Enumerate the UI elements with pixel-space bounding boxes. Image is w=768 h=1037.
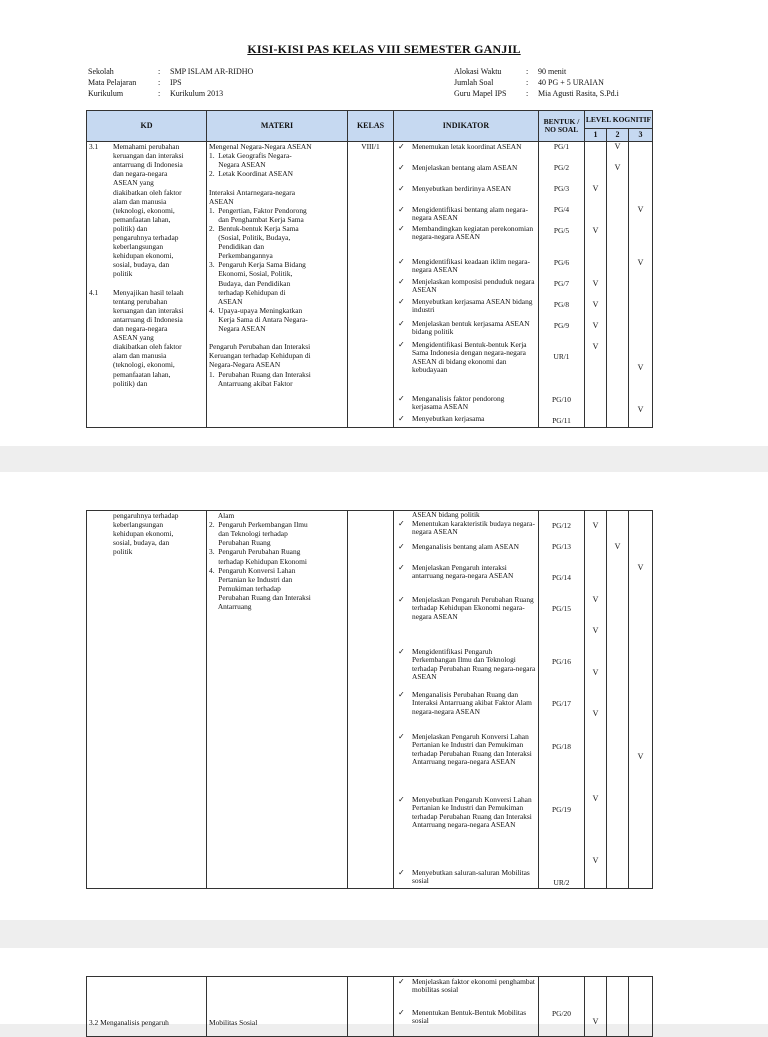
checkmark-icon: ✓	[398, 257, 405, 266]
kd-line: kehidupan ekonomi,	[113, 251, 174, 261]
indikator-text: Menjelaskan Pengaruh interaksi antarruang negara-negara ASEAN	[412, 563, 514, 581]
materi-line: ASEAN	[209, 296, 243, 306]
kd-line: politik) dan	[113, 378, 148, 388]
indikator-text: Menentukan karakteristik budaya negara-negara ASEAN	[412, 519, 535, 537]
indikator-item	[396, 648, 536, 681]
indikator-cell	[394, 977, 539, 1037]
indikator-text: Menganalisis faktor pendorong kerjasama ASEAN	[412, 394, 505, 412]
materi-cell	[207, 977, 348, 1037]
document-page-1	[0, 0, 768, 446]
materi-cell	[207, 142, 348, 428]
header-indikator: INDIKATOR	[394, 111, 539, 142]
kd-line: keruangan dan interaksi	[113, 151, 184, 161]
kd-line: politik	[113, 269, 133, 279]
level-mark: V	[637, 752, 644, 761]
kd-line: sosial, budaya, dan	[113, 538, 170, 548]
indikator-item	[396, 341, 536, 374]
header-level: LEVEL KOGNITIF	[585, 111, 653, 129]
checkmark-icon: ✓	[398, 795, 405, 804]
level-mark: V	[592, 668, 599, 677]
indikator-text: Mengidentifikasi bentang alam negara-negara ASEAN	[412, 205, 528, 223]
indikator-item	[396, 869, 536, 886]
kisi-table-page-2	[86, 510, 653, 889]
kd-line: Menyajikan hasil telaah	[113, 287, 184, 297]
bentuk-soal: PG/12	[552, 521, 571, 530]
kd-line: keberlangsungan	[113, 242, 164, 252]
indikator-item	[396, 206, 536, 223]
level-mark: V	[592, 226, 599, 235]
bentuk-soal: PG/8	[553, 300, 570, 309]
checkmark-icon: ✓	[398, 394, 405, 403]
bentuk-soal: PG/19	[552, 805, 571, 814]
level-mark: V	[637, 205, 644, 214]
level-mark: V	[592, 595, 599, 604]
document-title: KISI-KISI PAS KELAS VIII SEMESTER GANJIL	[247, 42, 521, 56]
level-mark: V	[614, 142, 621, 151]
materi-line: 2. Letak Koordinat ASEAN	[209, 169, 293, 179]
indikator-text: Menjelaskan bentuk kerjasama ASEAN bidang politik	[412, 319, 530, 337]
materi-text: Mobilitas Sosial	[209, 1018, 258, 1027]
indikator-item	[396, 164, 536, 172]
indikator-item	[396, 395, 536, 412]
kd-line: dan negara-negara	[113, 324, 168, 333]
indikator-text: Menyebutkan saluran-saluran Mobilitas sosial	[412, 868, 530, 886]
level-mark: V	[592, 321, 599, 330]
kd-line: kehidupan ekonomi,	[113, 529, 174, 539]
indikator-text: Menyebutkan kerjasama ASEAN bidang industri	[412, 297, 533, 315]
header-level-3: 3	[629, 129, 653, 142]
checkmark-icon: ✓	[398, 690, 405, 699]
meta-row-alokasi: Alokasi Waktu : 90 menit	[454, 67, 567, 76]
level-mark: V	[592, 856, 599, 865]
meta-row-kurikulum: Kurikulum : Kurikulum 2013	[88, 89, 224, 98]
bentuk-soal: PG/4	[553, 205, 570, 214]
materi-line: 1. Letak Geografis Negara-	[209, 151, 292, 161]
checkmark-icon: ✓	[398, 224, 405, 233]
indikator-text: Mengidentifikasi Pengaruh Perkembangan Ilmu dan Teknologi terhadap Perubahan Ruang negara-negara ASEAN	[412, 647, 536, 681]
bentuk-soal: PG/3	[553, 184, 570, 193]
materi-line: Keruangan terhadap Kehidupan di	[209, 351, 311, 361]
indikator-text: Menjelaskan Pengaruh Perubahan Ruang terhadap Kehidupan Ekonomi negara-negara ASEAN	[412, 595, 534, 621]
kd-line: (teknologi, ekonomi,	[113, 205, 175, 215]
checkmark-icon: ✓	[398, 563, 405, 572]
header-kd: KD	[87, 111, 207, 142]
materi-line: 4. Upaya-upaya Meningkatkan	[209, 305, 303, 315]
header-materi: MATERI	[207, 111, 348, 142]
bentuk-soal: PG/11	[552, 416, 571, 425]
indikator-item	[396, 298, 536, 315]
materi-line: 2. Bentuk-bentuk Kerja Sama	[209, 223, 299, 233]
bentuk-soal: PG/5	[553, 226, 570, 235]
indikator-text: Mengidentifikasi keadaan iklim negara-negara ASEAN	[412, 257, 531, 275]
level-3-cell	[629, 511, 653, 889]
checkmark-icon: ✓	[398, 205, 405, 214]
indikator-text: Menyebutkan berdirinya ASEAN	[412, 184, 511, 193]
materi-line: Pendidikan dan	[209, 242, 265, 252]
level-mark: V	[592, 521, 599, 530]
kd-line: pengaruhnya terhadap	[113, 511, 179, 520]
bentuk-soal: PG/18	[552, 742, 571, 751]
level-mark: V	[637, 363, 644, 372]
checkmark-icon: ✓	[398, 319, 405, 328]
indikator-text: ASEAN bidang politik	[412, 511, 480, 519]
materi-line: dan Teknologi terhadap	[209, 529, 288, 539]
indikator-item	[396, 691, 536, 716]
materi-line: Interaksi Antarnegara-negara	[209, 187, 295, 197]
bentuk-soal: UR/1	[553, 352, 570, 361]
materi-line: Antarruang	[209, 602, 252, 611]
materi-line: Pengaruh Perubahan dan Interaksi	[209, 342, 311, 352]
meta-left	[88, 68, 253, 101]
kd-text: 3.2 Menganalisis pengaruh	[89, 1018, 169, 1027]
materi-line: Kerja Sama di Antara Negara-	[209, 314, 308, 324]
header-kelas: KELAS	[348, 111, 394, 142]
materi-line: 1. Pengertian, Faktor Pendorong	[209, 205, 307, 215]
bentuk-soal: PG/13	[552, 542, 571, 551]
kd-cell	[87, 511, 207, 889]
materi-line: Perubahan Ruang	[209, 538, 271, 548]
table-header	[86, 110, 653, 142]
kisi-table-page-1	[86, 141, 653, 428]
kd-line: tentang perubahan	[113, 296, 168, 306]
materi-line: Perkembangannya	[209, 251, 273, 261]
checkmark-icon: ✓	[398, 868, 405, 877]
checkmark-icon: ✓	[398, 977, 405, 986]
checkmark-icon: ✓	[398, 647, 405, 656]
checkmark-icon: ✓	[398, 519, 405, 528]
kd-line: alam dan manusia	[113, 351, 167, 361]
indikator-cell	[394, 142, 539, 428]
level-1-cell	[585, 511, 607, 889]
indikator-text: Membandingkan kegiatan perekonomian negara-negara ASEAN	[412, 224, 534, 242]
indikator-item	[396, 415, 536, 423]
kelas-cell	[348, 511, 394, 889]
indikator-text: Menganalisis bentang alam ASEAN	[412, 542, 519, 551]
kd-line: politik) dan	[113, 223, 148, 233]
bentuk-soal: PG/15	[552, 604, 571, 613]
bentuk-cell	[539, 142, 585, 428]
bentuk-soal: PG/7	[553, 279, 570, 288]
header-bentuk: BENTUK / NO SOAL	[539, 111, 585, 142]
kd-line: keruangan dan interaksi	[113, 305, 184, 315]
kelas-cell	[348, 977, 394, 1037]
materi-line: 4. Pengaruh Konversi Lahan	[209, 565, 296, 575]
header-level-1: 1	[585, 129, 607, 142]
bentuk-soal: PG/2	[553, 163, 570, 172]
kd-line: keberlangsungan	[113, 520, 164, 530]
kd-line: (teknologi, ekonomi,	[113, 360, 175, 370]
indikator-item	[396, 564, 536, 581]
materi-line: Antarruang akibat Faktor	[209, 378, 293, 388]
materi-line: Pertanian ke Industri dan	[209, 574, 293, 584]
indikator-text: Menjelaskan bentang alam ASEAN	[412, 163, 518, 172]
materi-line: Perubahan Ruang dan Interaksi	[209, 592, 311, 602]
level-3-cell	[629, 142, 653, 428]
indikator-item	[396, 185, 536, 193]
indikator-cell	[394, 511, 539, 889]
checkmark-icon: ✓	[398, 414, 405, 423]
document-page-2	[0, 472, 768, 920]
level-mark: V	[614, 163, 621, 172]
kd-line: 4.1	[89, 287, 99, 297]
indikator-text: Menyebutkan Pengaruh Konversi Lahan Pertanian ke Industri dan Pemukiman terhadap Perubahan Ruang dan Interaksi Antarruang negara-negara ASEAN	[412, 795, 532, 829]
meta-row-jumlah: Jumlah Soal : 40 PG + 5 URAIAN	[454, 78, 604, 87]
materi-line: terhadap Kehidupan Ekonomi	[209, 556, 307, 566]
kd-line: antarruang di Indonesia	[113, 160, 183, 170]
indikator-item	[396, 733, 536, 766]
indikator-item	[396, 1009, 536, 1026]
materi-line: Negara ASEAN	[209, 160, 266, 170]
bentuk-soal: PG/6	[553, 258, 570, 267]
indikator-item	[396, 225, 536, 242]
bentuk-soal: PG/9	[553, 321, 570, 330]
level-1-cell	[585, 977, 607, 1037]
checkmark-icon: ✓	[398, 277, 405, 286]
indikator-text: Menjelaskan Pengaruh Konversi Lahan Pertanian ke Industri dan Pemukiman terhadap Perubahan Ruang dan Interaksi Antarruang negara-negara ASEAN	[412, 732, 532, 766]
indikator-item	[396, 543, 536, 551]
level-2-cell	[607, 142, 629, 428]
meta-row-guru: Guru Mapel IPS : Mia Agusti Rasita, S.Pd.i	[454, 89, 619, 98]
kd-line: sosial, budaya, dan	[113, 260, 170, 270]
indikator-item	[396, 520, 536, 537]
materi-cell	[207, 511, 348, 889]
meta-row-sekolah: Sekolah : SMP ISLAM AR-RIDHO	[88, 67, 254, 76]
level-2-cell	[607, 977, 629, 1037]
indikator-text: Menjelaskan komposisi penduduk negara ASEAN	[412, 277, 535, 295]
indikator-item	[396, 278, 536, 295]
bentuk-soal: PG/17	[552, 699, 571, 708]
materi-line: ASEAN	[209, 196, 234, 206]
kd-line: pengaruhnya terhadap	[113, 233, 179, 242]
bentuk-soal: PG/16	[552, 657, 571, 666]
checkmark-icon: ✓	[398, 1008, 405, 1017]
bentuk-cell	[539, 511, 585, 889]
kisi-table-page-3	[86, 976, 653, 1037]
bentuk-cell	[539, 977, 585, 1037]
level-mark: V	[637, 258, 644, 267]
meta-row-mapel: Mata Pelajaran : IPS	[88, 78, 182, 87]
kd-line: politik	[113, 547, 133, 557]
checkmark-icon: ✓	[398, 297, 405, 306]
indikator-text: Mengidentifikasi Bentuk-bentuk Kerja Sama Indonesia dengan negara-negara ASEAN di bidang ekonomi dan kebudayaan	[412, 340, 527, 374]
indikator-item	[396, 143, 536, 151]
kd-line: diakibatkan oleh faktor	[113, 342, 182, 352]
level-mark: V	[637, 405, 644, 414]
level-2-cell	[607, 511, 629, 889]
kd-line: antarruang di Indonesia	[113, 314, 183, 324]
kd-line: alam dan manusia	[113, 196, 167, 206]
materi-line: 3. Pengaruh Perubahan Ruang	[209, 547, 301, 557]
header-level-2: 2	[607, 129, 629, 142]
kd-line: dan negara-negara	[113, 169, 168, 179]
bentuk-soal: PG/14	[552, 573, 571, 582]
checkmark-icon: ✓	[398, 595, 405, 604]
kd-line: ASEAN yang	[113, 333, 154, 343]
indikator-item	[396, 978, 536, 995]
kd-line: pemanfaatan lahan,	[113, 214, 171, 224]
indikator-text: Menjelaskan faktor ekonomi penghambat mobilitas sosial	[412, 977, 535, 995]
level-mark: V	[592, 342, 599, 351]
checkmark-icon: ✓	[398, 163, 405, 172]
checkmark-icon: ✓	[398, 542, 405, 551]
level-mark: V	[614, 542, 621, 551]
indikator-text: Menganalisis Perubahan Ruang dan Interaksi Antarruang akibat Faktor Alam negara-negara ASEAN	[412, 690, 532, 716]
materi-line: (Sosial, Politik, Budaya,	[209, 233, 291, 242]
kelas-value: VIII/1	[361, 142, 380, 151]
indikator-text: Menentukan Bentuk-Bentuk Mobilitas sosial	[412, 1008, 527, 1026]
level-mark: V	[592, 300, 599, 309]
indikator-item	[396, 796, 536, 829]
kd-cell	[87, 977, 207, 1037]
checkmark-icon: ✓	[398, 142, 405, 151]
materi-line: 1. Perubahan Ruang dan Interaksi	[209, 369, 311, 379]
materi-line: 3. Pengaruh Kerja Sama Bidang	[209, 260, 306, 270]
kd-line: Memahami perubahan	[113, 142, 180, 151]
level-3-cell	[629, 977, 653, 1037]
kd-line: pemanfaatan lahan,	[113, 369, 171, 379]
meta-right	[454, 68, 619, 101]
kd-line: 3.1	[89, 142, 99, 151]
indikator-item	[396, 258, 536, 275]
materi-line: 2. Pengaruh Perkembangan Ilmu	[209, 520, 308, 530]
materi-line: Negara ASEAN	[209, 324, 266, 333]
document-page-3	[0, 948, 768, 1027]
level-mark: V	[592, 709, 599, 718]
level-1-cell	[585, 142, 607, 428]
bentuk-soal: PG/20	[552, 1009, 571, 1018]
level-mark: V	[592, 1017, 599, 1026]
materi-line: Ekonomi, Sosial, Politik,	[209, 269, 293, 279]
checkmark-icon: ✓	[398, 184, 405, 193]
checkmark-icon: ✓	[398, 340, 405, 349]
indikator-item	[396, 320, 536, 337]
materi-line: terhadap Kehidupan di	[209, 287, 286, 297]
kd-cell	[87, 142, 207, 428]
materi-line: Mengenal Negara-Negara ASEAN	[209, 142, 312, 151]
kd-line: diakibatkan oleh faktor	[113, 187, 182, 197]
materi-line: Pemukiman terhadap	[209, 583, 281, 593]
checkmark-icon: ✓	[398, 732, 405, 741]
level-mark: V	[592, 184, 599, 193]
indikator-text: Menemukan letak koordinat ASEAN	[412, 142, 522, 151]
level-mark: V	[592, 626, 599, 635]
indikator-item	[396, 596, 536, 621]
level-mark: V	[592, 279, 599, 288]
materi-line: Alam	[209, 511, 235, 520]
materi-line: dan Penghambat Kerja Sama	[209, 214, 304, 224]
bentuk-soal: PG/1	[553, 142, 570, 151]
bentuk-soal: PG/10	[552, 395, 571, 404]
bentuk-soal: UR/2	[553, 878, 570, 887]
kelas-cell	[348, 142, 394, 428]
indikator-text: Menyebutkan kerjasama	[412, 414, 485, 423]
materi-line: Budaya, dan Pendidikan	[209, 278, 291, 288]
level-mark: V	[637, 563, 644, 572]
level-mark: V	[592, 794, 599, 803]
materi-line: Negara-Negara ASEAN	[209, 360, 281, 370]
kd-line: ASEAN yang	[113, 178, 154, 188]
